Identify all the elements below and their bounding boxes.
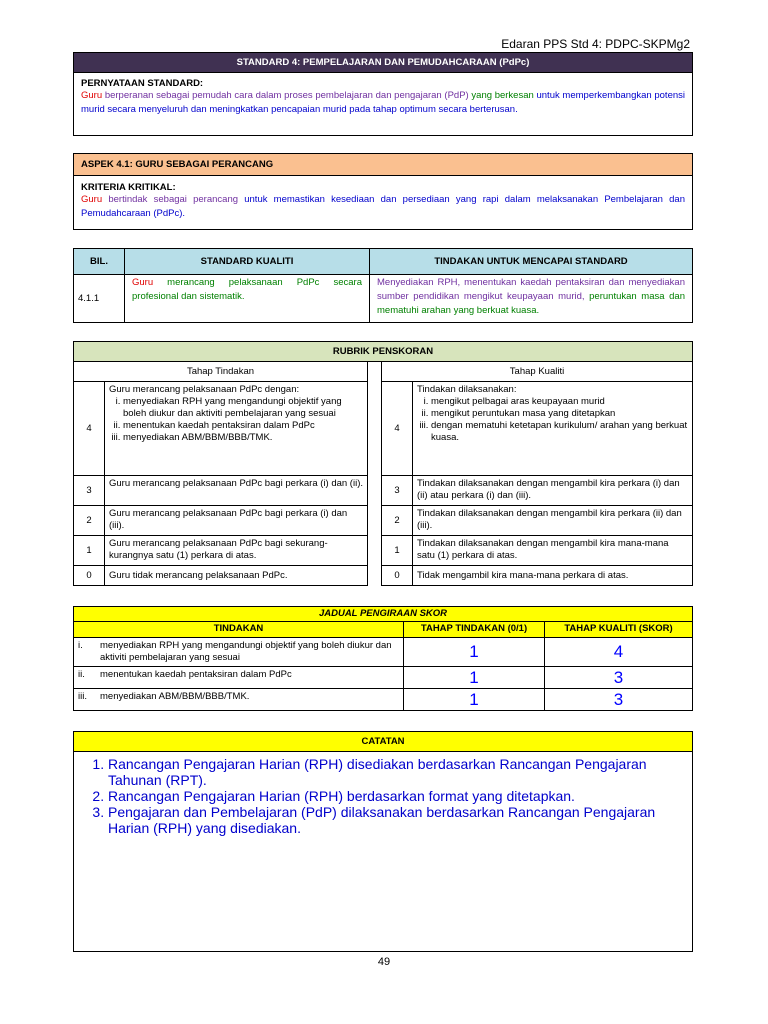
rubric-level-0-kualiti: Tidak mengambil kira mana-mana perkara di atas. xyxy=(413,566,693,586)
score-row-2-tindakan: ii. menentukan kaedah pentaksiran dalam PdPc xyxy=(74,667,404,689)
score-row-2-tahap-kualiti: 3 xyxy=(545,667,693,689)
score-row-3-tindakan: iii. menyediakan ABM/BBM/BBB/TMK. xyxy=(74,689,404,711)
rubric-score-2-right: 2 xyxy=(382,506,413,536)
document-reference: Edaran PPS Std 4: PDPC-SKPMg2 xyxy=(501,37,690,51)
page-number: 49 xyxy=(377,956,391,968)
rubric-score-0-right: 0 xyxy=(382,566,413,586)
rubric-level-2-kualiti: Tindakan dilaksanakan dengan mengambil kira perkara (ii) dan (iii). xyxy=(413,506,693,536)
standard-title: STANDARD 4: PEMPELAJARAN DAN PEMUDAHCARAAN (PdPc) xyxy=(74,53,692,73)
bil-value: 4.1.1 xyxy=(74,275,125,323)
score-calculation-table xyxy=(73,606,693,711)
rubric-level-4-kualiti: Tindakan dilaksanakan: i. mengikut pelbagai aras keupayaan murid ii. mengikut peruntukan masa yang ditetapkan iii. dengan mematuhi ketetapan kurikulum/ arahan yang berkuat kuasa. xyxy=(413,382,693,476)
notes-list xyxy=(80,756,686,836)
rubric-level-0-tindakan: Guru tidak merancang pelaksanaan PdPc. xyxy=(105,566,368,586)
score-row-3-tahap-tindakan: 1 xyxy=(404,689,545,711)
rubric-level-3-kualiti: Tindakan dilaksanakan dengan mengambil kira perkara (i) dan (ii) atau perkara (i) dan (iii). xyxy=(413,476,693,506)
col-tindakan: TINDAKAN UNTUK MENCAPAI STANDARD xyxy=(370,249,693,275)
score-row-2-tahap-tindakan: 1 xyxy=(404,667,545,689)
rubric-score-1-right: 1 xyxy=(382,536,413,566)
rubric-table xyxy=(73,341,693,586)
rubric-col-tahap-tindakan: Tahap Tindakan xyxy=(74,362,368,382)
rubric-level-2-tindakan: Guru merancang pelaksanaan PdPc bagi perkara (i) dan (iii). xyxy=(105,506,368,536)
note-item: 2. Rancangan Pengajaran Harian (RPH) berdasarkan format yang ditetapkan. xyxy=(108,788,686,804)
notes-box xyxy=(73,731,693,952)
rubric-level-4-tindakan: Guru merancang pelaksanaan PdPc dengan: i. menyediakan RPH yang mengandungi objektif yang boleh diukur dan aktiviti pembelajaran yang sesuai ii. menentukan kaedah pentaksiran dalam PdPc iii. menyediakan ABM/BBM/BBB/TMK. xyxy=(105,382,368,476)
score-table-title: JADUAL PENGIRAAN SKOR xyxy=(74,607,693,622)
rubric-score-1-left: 1 xyxy=(74,536,105,566)
rubric-level-1-tindakan: Guru merancang pelaksanaan PdPc bagi sekurang-kurangnya satu (1) perkara di atas. xyxy=(105,536,368,566)
rubric-score-3-right: 3 xyxy=(382,476,413,506)
rubric-score-0-left: 0 xyxy=(74,566,105,586)
score-row-3-tahap-kualiti: 3 xyxy=(545,689,693,711)
rubric-score-3-left: 3 xyxy=(74,476,105,506)
tindakan-text: Menyediakan RPH, menentukan kaedah pentaksiran dan menyediakan sumber pendidikan mengikut keupayaan murid, peruntukan masa dan mematuhi arahan yang berkuat kuasa. xyxy=(370,275,693,323)
note-item: 1. Rancangan Pengajaran Harian (RPH) disediakan berdasarkan Rancangan Pengajaran Tahunan (RPT). xyxy=(108,756,686,788)
aspek-box xyxy=(73,153,693,230)
score-row-1-tahap-tindakan: 1 xyxy=(404,638,545,667)
score-row-1-tindakan: i. menyediakan RPH yang mengandungi objektif yang boleh diukur dan aktiviti pembelajaran yang sesuai xyxy=(74,638,404,667)
note-item: 3. Pengajaran dan Pembelajaran (PdP) dilaksanakan berdasarkan Rancangan Pengajaran Harian (RPH) yang disediakan. xyxy=(108,804,686,836)
rubric-col-tahap-kualiti: Tahap Kualiti xyxy=(382,362,693,382)
rubric-title: RUBRIK PENSKORAN xyxy=(74,342,693,362)
standard-label: PERNYATAAN STANDARD: xyxy=(81,78,204,89)
score-col-tindakan: TINDAKAN xyxy=(74,622,404,638)
aspek-title: ASPEK 4.1: GURU SEBAGAI PERANCANG xyxy=(74,154,692,176)
notes-title: CATATAN xyxy=(74,732,692,752)
rubric-score-4-left: 4 xyxy=(74,382,105,476)
standard-quality-table xyxy=(73,248,693,323)
rubric-divider xyxy=(368,362,382,586)
score-col-tahap-kualiti: TAHAP KUALITI (SKOR) xyxy=(545,622,693,638)
rubric-score-2-left: 2 xyxy=(74,506,105,536)
rubric-level-3-tindakan: Guru merancang pelaksanaan PdPc bagi perkara (i) dan (ii). xyxy=(105,476,368,506)
standard-kualiti-text: Guru merancang pelaksanaan PdPc secara profesional dan sistematik. xyxy=(125,275,370,323)
aspek-label: KRITERIA KRITIKAL: xyxy=(81,182,176,193)
col-standard-kualiti: STANDARD KUALITI xyxy=(125,249,370,275)
standard-statement-box xyxy=(73,52,693,136)
score-col-tahap-tindakan: TAHAP TINDAKAN (0/1) xyxy=(404,622,545,638)
standard-text: Guru berperanan sebagai pemudah cara dalam proses pembelajaran dan pengajaran (PdP) yang berkesan untuk memperkembangkan potensi murid secara menyeluruh dan meningkatkan pencapaian murid pada tahap optimum secara berterusan. xyxy=(81,90,686,115)
score-row-1-tahap-kualiti: 4 xyxy=(545,638,693,667)
rubric-level-1-kualiti: Tindakan dilaksanakan dengan mengambil kira mana-mana satu (1) perkara di atas. xyxy=(413,536,693,566)
col-bil: BIL. xyxy=(74,249,125,275)
aspek-text: Guru bertindak sebagai perancang untuk memastikan kesediaan dan persediaan yang rapi dalam melaksanakan Pembelajaran dan Pemudahcaraan (PdPc). xyxy=(81,194,685,219)
rubric-score-4-right: 4 xyxy=(382,382,413,476)
